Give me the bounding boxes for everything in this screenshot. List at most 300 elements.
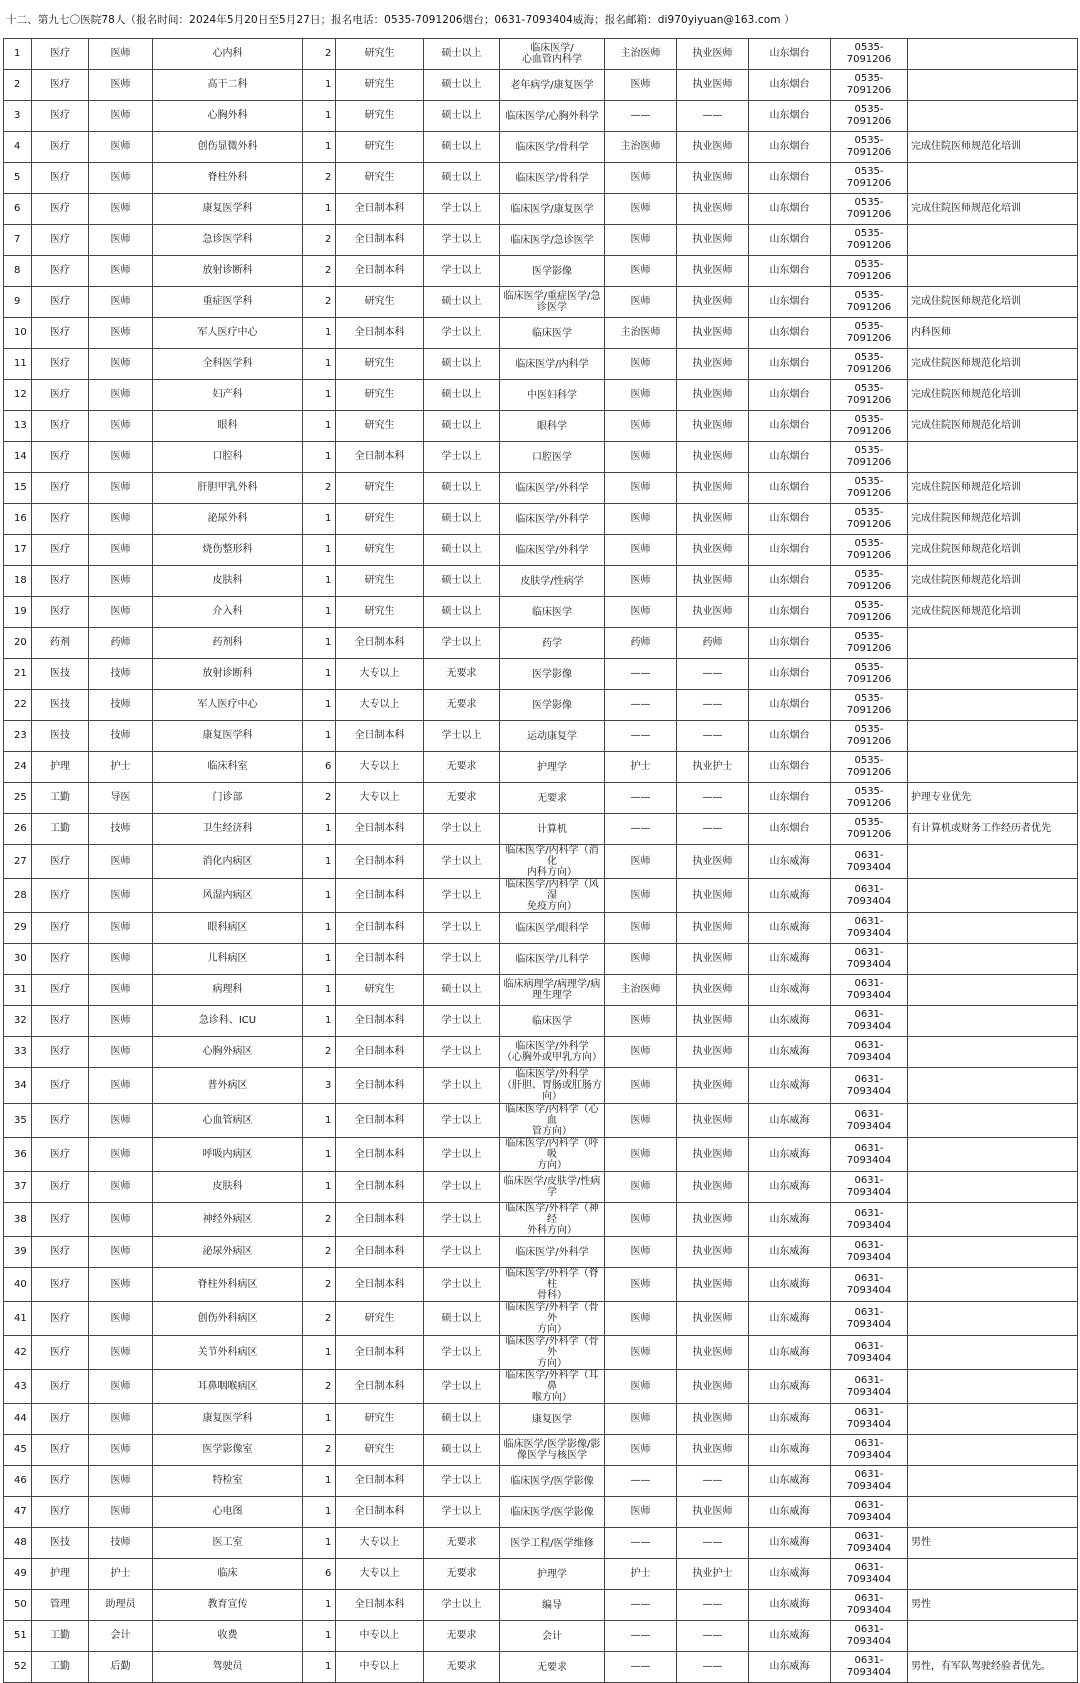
- cell-count: 2: [303, 1268, 336, 1302]
- cell-major: 临床医学/外科学: [500, 535, 605, 566]
- cell-index: 39: [4, 1237, 32, 1268]
- cell-category: 医疗: [32, 411, 89, 442]
- table-row: [4, 1203, 1078, 1237]
- cell-degree: 无要求: [424, 1621, 500, 1652]
- cell-position: 医师: [89, 913, 153, 944]
- cell-note: 内科医师: [908, 318, 1078, 349]
- table-row: [4, 70, 1078, 101]
- cell-position: 医师: [89, 504, 153, 535]
- cell-qualification: 执业医师: [677, 225, 749, 256]
- cell-location: 山东烟台: [749, 225, 831, 256]
- cell-location: 山东威海: [749, 1336, 831, 1370]
- cell-degree: 硕士以上: [424, 597, 500, 628]
- table-row: [4, 1006, 1078, 1037]
- cell-position: 医师: [89, 411, 153, 442]
- cell-index: 44: [4, 1404, 32, 1435]
- cell-note: [908, 690, 1078, 721]
- cell-education: 全日制本科: [336, 879, 424, 913]
- cell-degree: 无要求: [424, 1652, 500, 1683]
- cell-note: [908, 1104, 1078, 1138]
- cell-education: 全日制本科: [336, 1068, 424, 1104]
- cell-note: [908, 721, 1078, 752]
- cell-position: 医师: [89, 566, 153, 597]
- cell-note: 男性，有军队驾驶经验者优先。: [908, 1652, 1078, 1683]
- cell-location: 山东威海: [749, 1559, 831, 1590]
- cell-count: 1: [303, 535, 336, 566]
- cell-category: 药剂: [32, 628, 89, 659]
- cell-note: [908, 70, 1078, 101]
- cell-position: 护士: [89, 1559, 153, 1590]
- cell-phone: 0631-7093404: [831, 975, 908, 1006]
- cell-note: 完成住院医师规范化培训: [908, 380, 1078, 411]
- cell-phone: 0535-7091206: [831, 318, 908, 349]
- cell-qualification: ——: [677, 1590, 749, 1621]
- cell-qualification: 执业医师: [677, 597, 749, 628]
- cell-category: 医疗: [32, 566, 89, 597]
- cell-count: 1: [303, 1138, 336, 1172]
- cell-department: 临床科室: [153, 752, 303, 783]
- cell-index: 43: [4, 1370, 32, 1404]
- cell-location: 山东威海: [749, 1497, 831, 1528]
- cell-qualification: 执业医师: [677, 287, 749, 318]
- cell-location: 山东威海: [749, 845, 831, 879]
- cell-note: [908, 1559, 1078, 1590]
- cell-location: 山东烟台: [749, 101, 831, 132]
- cell-degree: 无要求: [424, 690, 500, 721]
- cell-education: 全日制本科: [336, 1590, 424, 1621]
- cell-department: 收费: [153, 1621, 303, 1652]
- cell-location: 山东烟台: [749, 39, 831, 70]
- cell-education: 中专以上: [336, 1652, 424, 1683]
- cell-location: 山东威海: [749, 1466, 831, 1497]
- cell-location: 山东威海: [749, 1138, 831, 1172]
- cell-education: 全日制本科: [336, 442, 424, 473]
- cell-major: 口腔医学: [500, 442, 605, 473]
- cell-location: 山东威海: [749, 1435, 831, 1466]
- cell-major: 临床医学/内科学: [500, 349, 605, 380]
- cell-major: 临床医学/骨科学: [500, 132, 605, 163]
- cell-major: 医学影像: [500, 659, 605, 690]
- cell-major: 临床医学/医学影像/影 像医学与核医学: [500, 1435, 605, 1466]
- cell-qualification: 执业医师: [677, 318, 749, 349]
- table-row: [4, 256, 1078, 287]
- cell-major: 护理学: [500, 752, 605, 783]
- cell-title: 医师: [605, 1203, 677, 1237]
- cell-title: ——: [605, 101, 677, 132]
- cell-index: 15: [4, 473, 32, 504]
- cell-degree: 学士以上: [424, 194, 500, 225]
- table-row: [4, 101, 1078, 132]
- cell-major: 老年病学/康复医学: [500, 70, 605, 101]
- cell-major: 眼科学: [500, 411, 605, 442]
- cell-department: 眼科病区: [153, 913, 303, 944]
- cell-education: 中专以上: [336, 1621, 424, 1652]
- cell-department: 卫生经济科: [153, 814, 303, 845]
- cell-qualification: 执业医师: [677, 1172, 749, 1203]
- cell-phone: 0631-7093404: [831, 1138, 908, 1172]
- cell-qualification: 执业医师: [677, 944, 749, 975]
- cell-education: 全日制本科: [336, 1037, 424, 1068]
- cell-department: 康复医学科: [153, 721, 303, 752]
- cell-count: 1: [303, 504, 336, 535]
- cell-count: 1: [303, 944, 336, 975]
- cell-degree: 硕士以上: [424, 101, 500, 132]
- cell-degree: 学士以上: [424, 1237, 500, 1268]
- cell-title: 医师: [605, 1138, 677, 1172]
- cell-position: 医师: [89, 1336, 153, 1370]
- cell-index: 17: [4, 535, 32, 566]
- table-row: [4, 690, 1078, 721]
- cell-note: [908, 913, 1078, 944]
- table-row: [4, 1528, 1078, 1559]
- cell-index: 50: [4, 1590, 32, 1621]
- cell-category: 医疗: [32, 1138, 89, 1172]
- table-row: [4, 879, 1078, 913]
- cell-qualification: 执业医师: [677, 473, 749, 504]
- cell-phone: 0631-7093404: [831, 944, 908, 975]
- cell-count: 1: [303, 442, 336, 473]
- table-row: [4, 1590, 1078, 1621]
- cell-education: 研究生: [336, 101, 424, 132]
- cell-major: 临床医学/医学影像: [500, 1497, 605, 1528]
- cell-education: 全日制本科: [336, 1466, 424, 1497]
- cell-major: 临床医学/重症医学/急 诊医学: [500, 287, 605, 318]
- cell-qualification: ——: [677, 1466, 749, 1497]
- cell-note: 完成住院医师规范化培训: [908, 473, 1078, 504]
- table-row: [4, 783, 1078, 814]
- cell-education: 全日制本科: [336, 913, 424, 944]
- cell-count: 2: [303, 39, 336, 70]
- cell-qualification: 执业医师: [677, 1302, 749, 1336]
- cell-education: 研究生: [336, 504, 424, 535]
- cell-index: 19: [4, 597, 32, 628]
- cell-qualification: 执业医师: [677, 1336, 749, 1370]
- cell-qualification: 执业医师: [677, 1268, 749, 1302]
- cell-phone: 0631-7093404: [831, 1621, 908, 1652]
- cell-note: 完成住院医师规范化培训: [908, 132, 1078, 163]
- cell-major: 临床医学/外科学（脊柱 骨科）: [500, 1268, 605, 1302]
- cell-position: 药师: [89, 628, 153, 659]
- cell-qualification: 执业护士: [677, 752, 749, 783]
- cell-degree: 学士以上: [424, 442, 500, 473]
- cell-title: 医师: [605, 411, 677, 442]
- cell-department: 教育宣传: [153, 1590, 303, 1621]
- table-row: [4, 39, 1078, 70]
- cell-category: 医疗: [32, 1006, 89, 1037]
- cell-degree: 学士以上: [424, 1203, 500, 1237]
- cell-education: 全日制本科: [336, 1138, 424, 1172]
- cell-location: 山东烟台: [749, 163, 831, 194]
- cell-count: 1: [303, 194, 336, 225]
- table-row: [4, 1104, 1078, 1138]
- cell-department: 康复医学科: [153, 194, 303, 225]
- cell-degree: 学士以上: [424, 1268, 500, 1302]
- cell-count: 1: [303, 879, 336, 913]
- cell-count: 2: [303, 1370, 336, 1404]
- cell-index: 7: [4, 225, 32, 256]
- cell-department: 妇产科: [153, 380, 303, 411]
- cell-position: 医师: [89, 318, 153, 349]
- cell-phone: 0631-7093404: [831, 879, 908, 913]
- table-row: [4, 913, 1078, 944]
- cell-department: 泌尿外科: [153, 504, 303, 535]
- cell-degree: 学士以上: [424, 1370, 500, 1404]
- cell-position: 技师: [89, 721, 153, 752]
- cell-title: 医师: [605, 1006, 677, 1037]
- cell-phone: 0631-7093404: [831, 1203, 908, 1237]
- cell-phone: 0631-7093404: [831, 1404, 908, 1435]
- cell-note: 完成住院医师规范化培训: [908, 349, 1078, 380]
- table-row: [4, 659, 1078, 690]
- cell-title: 医师: [605, 1404, 677, 1435]
- cell-degree: 学士以上: [424, 1172, 500, 1203]
- cell-department: 神经外病区: [153, 1203, 303, 1237]
- cell-location: 山东威海: [749, 944, 831, 975]
- cell-index: 27: [4, 845, 32, 879]
- cell-index: 32: [4, 1006, 32, 1037]
- cell-department: 普外病区: [153, 1068, 303, 1104]
- cell-qualification: 执业医师: [677, 1370, 749, 1404]
- cell-title: ——: [605, 659, 677, 690]
- cell-department: 肝胆甲乳外科: [153, 473, 303, 504]
- cell-degree: 无要求: [424, 783, 500, 814]
- cell-phone: 0535-7091206: [831, 721, 908, 752]
- cell-major: 临床医学/外科学（骨外 方向）: [500, 1302, 605, 1336]
- cell-education: 研究生: [336, 566, 424, 597]
- cell-education: 研究生: [336, 411, 424, 442]
- cell-major: 临床医学: [500, 597, 605, 628]
- cell-education: 全日制本科: [336, 256, 424, 287]
- cell-phone: 0631-7093404: [831, 1104, 908, 1138]
- cell-education: 研究生: [336, 70, 424, 101]
- cell-count: 2: [303, 1237, 336, 1268]
- cell-degree: 硕士以上: [424, 473, 500, 504]
- cell-category: 医疗: [32, 535, 89, 566]
- cell-position: 医师: [89, 1466, 153, 1497]
- cell-major: 中医妇科学: [500, 380, 605, 411]
- table-row: [4, 814, 1078, 845]
- cell-position: 医师: [89, 1006, 153, 1037]
- cell-education: 研究生: [336, 1435, 424, 1466]
- cell-index: 52: [4, 1652, 32, 1683]
- cell-note: [908, 879, 1078, 913]
- cell-major: 临床医学: [500, 318, 605, 349]
- table-row: [4, 1404, 1078, 1435]
- cell-phone: 0535-7091206: [831, 349, 908, 380]
- cell-department: 重症医学科: [153, 287, 303, 318]
- cell-qualification: 执业医师: [677, 442, 749, 473]
- cell-title: 医师: [605, 256, 677, 287]
- cell-location: 山东烟台: [749, 194, 831, 225]
- cell-phone: 0631-7093404: [831, 1528, 908, 1559]
- cell-index: 33: [4, 1037, 32, 1068]
- cell-degree: 硕士以上: [424, 70, 500, 101]
- cell-title: 护士: [605, 752, 677, 783]
- cell-department: 心胸外科: [153, 101, 303, 132]
- cell-title: ——: [605, 721, 677, 752]
- table-row: [4, 318, 1078, 349]
- cell-note: [908, 442, 1078, 473]
- cell-department: 急诊医学科: [153, 225, 303, 256]
- cell-qualification: 执业医师: [677, 194, 749, 225]
- cell-position: 医师: [89, 1037, 153, 1068]
- cell-title: 医师: [605, 1068, 677, 1104]
- cell-qualification: 执业医师: [677, 349, 749, 380]
- cell-title: 医师: [605, 1104, 677, 1138]
- cell-qualification: 执业医师: [677, 1037, 749, 1068]
- cell-category: 医疗: [32, 1404, 89, 1435]
- cell-degree: 学士以上: [424, 879, 500, 913]
- cell-education: 全日制本科: [336, 1497, 424, 1528]
- cell-category: 工勤: [32, 783, 89, 814]
- table-row: [4, 752, 1078, 783]
- cell-department: 军人医疗中心: [153, 318, 303, 349]
- cell-phone: 0631-7093404: [831, 1302, 908, 1336]
- cell-index: 31: [4, 975, 32, 1006]
- cell-title: 医师: [605, 473, 677, 504]
- cell-position: 医师: [89, 163, 153, 194]
- table-row: [4, 473, 1078, 504]
- cell-education: 研究生: [336, 132, 424, 163]
- cell-phone: 0535-7091206: [831, 597, 908, 628]
- cell-position: 助理员: [89, 1590, 153, 1621]
- cell-location: 山东烟台: [749, 287, 831, 318]
- table-row: [4, 504, 1078, 535]
- table-row: [4, 628, 1078, 659]
- cell-location: 山东烟台: [749, 442, 831, 473]
- cell-category: 医疗: [32, 1172, 89, 1203]
- cell-department: 医学影像室: [153, 1435, 303, 1466]
- table-title: 十二、第九七〇医院78人（报名时间：2024年5月20日至5月27日；报名电话：0535-7091206烟台；0631-7093404威海；报名邮箱：di970yiyuan@163.com ）: [6, 14, 795, 26]
- cell-title: 医师: [605, 944, 677, 975]
- cell-education: 全日制本科: [336, 1336, 424, 1370]
- cell-category: 医疗: [32, 256, 89, 287]
- cell-category: 医疗: [32, 473, 89, 504]
- cell-count: 2: [303, 783, 336, 814]
- cell-index: 6: [4, 194, 32, 225]
- cell-position: 医师: [89, 1497, 153, 1528]
- cell-category: 医疗: [32, 944, 89, 975]
- cell-category: 工勤: [32, 1652, 89, 1683]
- cell-note: 男性: [908, 1590, 1078, 1621]
- cell-position: 医师: [89, 287, 153, 318]
- cell-title: ——: [605, 1652, 677, 1683]
- cell-location: 山东烟台: [749, 349, 831, 380]
- cell-note: [908, 1203, 1078, 1237]
- cell-major: 临床医学/外科学 （肝胆、胃肠或肛肠方 向）: [500, 1068, 605, 1104]
- cell-major: 运动康复学: [500, 721, 605, 752]
- cell-index: 28: [4, 879, 32, 913]
- cell-department: 心内科: [153, 39, 303, 70]
- cell-location: 山东威海: [749, 1404, 831, 1435]
- cell-major: 临床医学/外科学 （心胸外或甲乳方向）: [500, 1037, 605, 1068]
- cell-title: ——: [605, 690, 677, 721]
- cell-count: 1: [303, 1104, 336, 1138]
- cell-category: 医疗: [32, 1037, 89, 1068]
- cell-location: 山东烟台: [749, 132, 831, 163]
- cell-note: [908, 944, 1078, 975]
- cell-category: 医疗: [32, 101, 89, 132]
- cell-count: 1: [303, 1006, 336, 1037]
- cell-title: 医师: [605, 287, 677, 318]
- cell-department: 呼吸内病区: [153, 1138, 303, 1172]
- cell-location: 山东威海: [749, 1370, 831, 1404]
- cell-phone: 0631-7093404: [831, 1590, 908, 1621]
- cell-count: 1: [303, 1404, 336, 1435]
- cell-title: 医师: [605, 163, 677, 194]
- cell-category: 医疗: [32, 194, 89, 225]
- cell-location: 山东烟台: [749, 752, 831, 783]
- cell-degree: 学士以上: [424, 721, 500, 752]
- cell-position: 医师: [89, 349, 153, 380]
- cell-note: 护理专业优先: [908, 783, 1078, 814]
- cell-count: 2: [303, 225, 336, 256]
- cell-category: 医疗: [32, 225, 89, 256]
- cell-title: 医师: [605, 879, 677, 913]
- table-row: [4, 442, 1078, 473]
- cell-department: 皮肤科: [153, 566, 303, 597]
- table-row: [4, 845, 1078, 879]
- cell-count: 1: [303, 690, 336, 721]
- cell-degree: 硕士以上: [424, 1435, 500, 1466]
- table-row: [4, 225, 1078, 256]
- cell-location: 山东烟台: [749, 814, 831, 845]
- cell-note: [908, 845, 1078, 879]
- cell-note: [908, 256, 1078, 287]
- cell-education: 全日制本科: [336, 1268, 424, 1302]
- cell-location: 山东威海: [749, 1652, 831, 1683]
- cell-category: 医技: [32, 1528, 89, 1559]
- cell-position: 医师: [89, 473, 153, 504]
- cell-location: 山东威海: [749, 913, 831, 944]
- table-row: [4, 380, 1078, 411]
- cell-qualification: 药师: [677, 628, 749, 659]
- cell-count: 1: [303, 1528, 336, 1559]
- table-row: [4, 1466, 1078, 1497]
- cell-department: 门诊部: [153, 783, 303, 814]
- cell-title: 医师: [605, 1370, 677, 1404]
- table-row: [4, 1497, 1078, 1528]
- cell-location: 山东烟台: [749, 659, 831, 690]
- cell-department: 军人医疗中心: [153, 690, 303, 721]
- cell-qualification: 执业护士: [677, 1559, 749, 1590]
- cell-department: 药剂科: [153, 628, 303, 659]
- cell-category: 医疗: [32, 318, 89, 349]
- table-row: [4, 1435, 1078, 1466]
- cell-location: 山东威海: [749, 1528, 831, 1559]
- cell-note: [908, 975, 1078, 1006]
- cell-education: 研究生: [336, 1404, 424, 1435]
- cell-category: 医疗: [32, 1336, 89, 1370]
- cell-category: 医疗: [32, 1237, 89, 1268]
- cell-position: 医师: [89, 1268, 153, 1302]
- cell-degree: 硕士以上: [424, 535, 500, 566]
- cell-location: 山东威海: [749, 1237, 831, 1268]
- cell-major: 临床医学/ 心血管内科学: [500, 39, 605, 70]
- cell-major: 临床医学/医学影像: [500, 1466, 605, 1497]
- cell-education: 全日制本科: [336, 194, 424, 225]
- cell-education: 研究生: [336, 39, 424, 70]
- cell-education: 全日制本科: [336, 225, 424, 256]
- cell-count: 1: [303, 1590, 336, 1621]
- cell-location: 山东威海: [749, 1172, 831, 1203]
- cell-position: 技师: [89, 1528, 153, 1559]
- cell-phone: 0535-7091206: [831, 101, 908, 132]
- cell-qualification: 执业医师: [677, 1138, 749, 1172]
- cell-position: 医师: [89, 1203, 153, 1237]
- cell-department: 创伤显微外科: [153, 132, 303, 163]
- cell-degree: 硕士以上: [424, 1302, 500, 1336]
